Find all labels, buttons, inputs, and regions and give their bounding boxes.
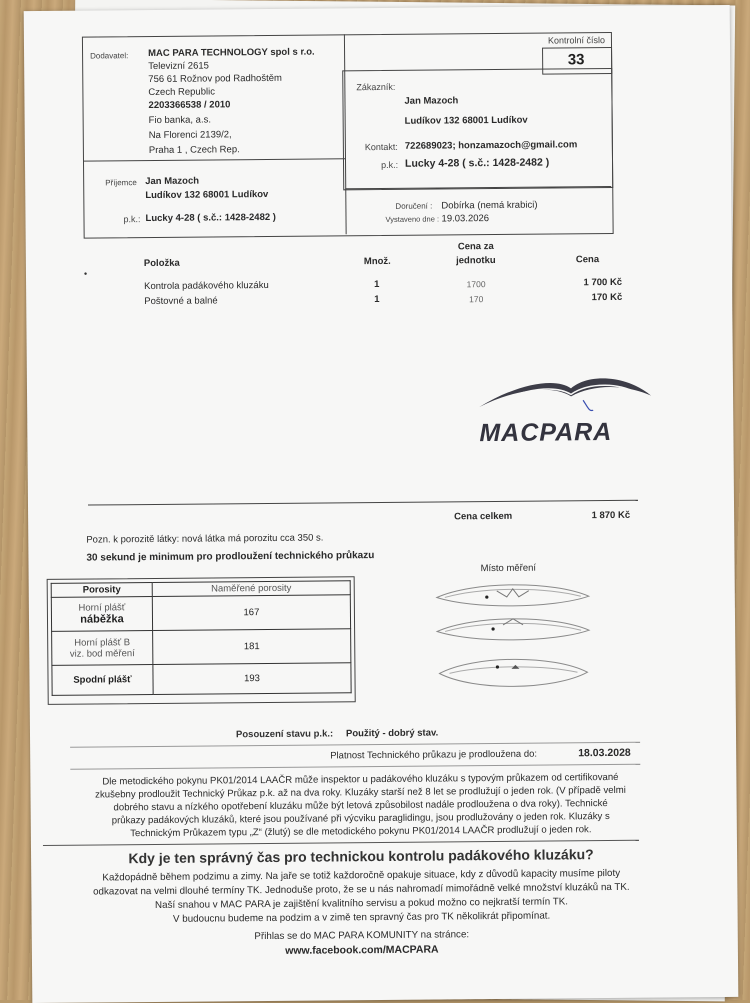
issued-label: Vystaveno dne : xyxy=(385,214,440,224)
supplier-bank-line: Praha 1 , Czech Rep. xyxy=(148,144,240,157)
porosity-value: 181 xyxy=(153,629,351,665)
total-value: 1 870 Kč xyxy=(591,509,631,522)
porosity-row-label: Spodní plášť xyxy=(52,664,153,695)
item-price: 170 Kč xyxy=(591,291,623,304)
control-number-label: Kontrolní číslo xyxy=(547,35,606,46)
porosity-value: 193 xyxy=(153,663,351,695)
promo-line: odkazovat na velmi dlouhé termíny TK. Jednoduše proto, že se u nás nahromadí mimořádně velké množství kluzáků na TK. xyxy=(93,881,630,898)
macpara-wing-logo xyxy=(475,366,655,418)
recipient-pk: Lucky 4-28 ( s.č.: 1428-2482 ) xyxy=(145,211,276,225)
promo-line: Každopádně během podzimu a zimy. Na jaře se totiž každoročně opakuje situace, kdy z důvodů kapacity musíme piloty xyxy=(102,867,621,884)
porosity-header: Naměřené porosity xyxy=(152,581,350,597)
porosity-note: Pozn. k porozitě látky: nová látka má porozitu cca 350 s. xyxy=(86,532,324,546)
validity-date: 18.03.2028 xyxy=(578,746,631,760)
legal-line: průkazy padákových kluzáků, které jsou používané při výcviku paraglidingu, jsou prodlužovány o jeden rok. Kluzáky s xyxy=(111,811,610,827)
items-header-item: Položka xyxy=(143,257,180,270)
items-header-qty: Množ. xyxy=(363,255,391,268)
item-name: Kontrola padákového kluzáku xyxy=(144,279,269,293)
items-header-unit-price: jednotku xyxy=(456,254,496,267)
item-qty: 1 xyxy=(374,279,380,291)
customer-pk: Lucky 4-28 ( s.č.: 1428-2482 ) xyxy=(404,156,550,170)
legal-line: Technickým Průkazem typu „Z“ (žlutý) se dle metodického pokynu PK01/2014 LAAČR prodlužují o jeden rok. xyxy=(130,824,592,840)
customer-name: Jan Mazoch xyxy=(404,95,459,107)
recipient-label: Příjemce xyxy=(105,178,137,188)
supplier-address-line: 756 61 Rožnov pod Radhoštěm xyxy=(148,72,282,86)
promo-line: Naší snahou v MAC PARA je zajištění kvalitního servisu a pokud možno co nejkratší termín TK. xyxy=(154,896,568,911)
delivery-value: Dobírka (nemá krabici) xyxy=(441,199,538,212)
items-header-unit-price: Cena za xyxy=(457,241,494,253)
customer-address: Ludíkov 132 68001 Ludíkov xyxy=(404,114,528,127)
total-label: Cena celkem xyxy=(454,510,513,523)
porosity-row-label: Horní plášť náběžka xyxy=(51,596,152,631)
supplier-account: 2203366538 / 2010 xyxy=(148,99,231,112)
porosity-header: Porosity xyxy=(51,582,152,597)
wing-top-diagram xyxy=(437,584,589,606)
supplier-address-line: Televizní 2615 xyxy=(148,60,209,73)
customer-contact: 722689023; honzamazoch@gmail.com xyxy=(404,139,578,152)
item-qty: 1 xyxy=(374,294,380,306)
delivery-label: Doručení : xyxy=(395,201,433,211)
item-unit: 1700 xyxy=(466,279,486,290)
wing-bottom-diagram xyxy=(439,659,587,687)
validity-label: Platnost Technického průkazu je prodloužena do: xyxy=(330,748,538,762)
measure-place-label: Místo měření xyxy=(480,562,537,575)
issued-date: 19.03.2026 xyxy=(441,213,490,225)
legal-line: zkušebny prodloužit Technický Průkaz p.k. až na dva roky. Kluzáky starší než 8 let se prodlužují o jeden rok. (V případě velmi xyxy=(95,784,626,801)
assessment-value: Použitý - dobrý stav. xyxy=(345,727,439,740)
legal-line: dobrého stavu a nízkého opotřebení kluzáku může být letová způsobilost nadále prodloužena o dva roky). Technické xyxy=(113,798,608,814)
porosity-minimum-note: 30 sekund je minimum pro prodloužení technického průkazu xyxy=(86,550,375,564)
item-price: 1 700 Kč xyxy=(583,276,623,289)
legal-line: Dle metodického pokynu PK01/2014 LAAČR může inspektor u padákového kluzáku s typovým průkazem od certifikované xyxy=(102,771,619,788)
promo-line: V budoucnu budeme na podzim a v zimě ten spravný čas pro TK několikrát připomínat. xyxy=(172,910,551,925)
porosity-table xyxy=(51,580,352,696)
customer-pk-label: p.k.: xyxy=(380,159,399,170)
porosity-row-label: Horní plášť B viz. bod měření xyxy=(52,630,153,665)
recipient-address: Ludíkov 132 68001 Ludíkov xyxy=(145,188,269,202)
item-name: Poštovné a balné xyxy=(144,295,218,308)
recipient-pk-label: p.k.: xyxy=(123,214,141,225)
promo-facebook-link[interactable]: www.facebook.com/MACPARA xyxy=(285,943,439,957)
document-page xyxy=(24,5,739,1003)
supplier-address-line: Czech Republic xyxy=(148,86,215,99)
wing-diagrams xyxy=(433,578,594,693)
items-header-price: Cena xyxy=(575,254,600,266)
recipient-name: Jan Mazoch xyxy=(145,175,200,188)
assessment-label: Posouzení stavu p.k.: xyxy=(235,728,334,741)
item-unit: 170 xyxy=(469,294,484,305)
promo-join-text: Přihlas se do MAC PARA KOMUNITY na stránce: xyxy=(254,929,470,943)
supplier-label: Dodavatel: xyxy=(90,51,129,61)
promo-heading: Kdy je ten správný čas pro technickou kontrolu padákového kluzáku? xyxy=(128,846,594,867)
customer-label: Zákazník: xyxy=(356,81,396,93)
stray-mark: • xyxy=(83,268,88,279)
supplier-bank-line: Fio banka, a.s. xyxy=(148,114,212,127)
control-number-value: 33 xyxy=(567,51,585,69)
macpara-logo-text: MACPARA xyxy=(479,417,613,448)
supplier-name: MAC PARA TECHNOLOGY spol s r.o. xyxy=(148,46,315,60)
customer-contact-label: Kontakt: xyxy=(364,141,398,153)
supplier-bank-line: Na Florenci 2139/2, xyxy=(148,129,232,142)
wing-middle-diagram xyxy=(437,618,589,640)
porosity-value: 167 xyxy=(152,595,350,631)
